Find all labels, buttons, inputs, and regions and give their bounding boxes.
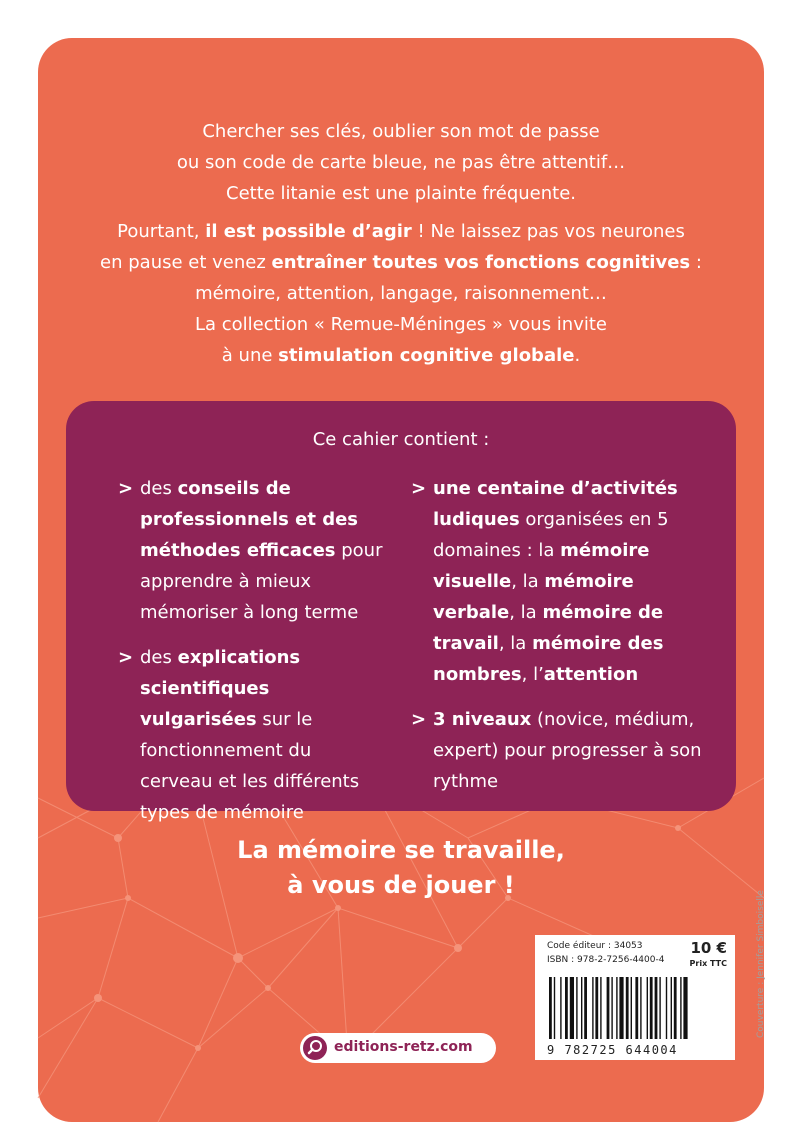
barcode-bar xyxy=(607,977,610,1039)
barcode-bar xyxy=(671,977,672,1039)
intro-line: à une stimulation cognitive globale. xyxy=(221,345,581,366)
barcode-bar xyxy=(611,977,612,1039)
barcode-bar xyxy=(616,977,617,1039)
intro-line: mémoire, attention, langage, raisonnement… xyxy=(195,283,607,304)
barcode-bar xyxy=(565,977,568,1039)
list-item: > des explications scientifiques vulgarisées sur le fonctionnement du cerveau et les différents types de mémoire xyxy=(118,642,383,828)
price-label: Prix TTC xyxy=(689,959,727,968)
barcode-bar xyxy=(650,977,653,1039)
intro-paragraph-2 xyxy=(78,216,724,371)
intro-line: ou son code de carte bleue, ne pas être attentif… xyxy=(176,152,626,173)
emphasis: entraîner toutes vos fonctions cognitives xyxy=(271,252,691,273)
contents-title: Ce cahier contient : xyxy=(312,429,490,450)
barcode-bar xyxy=(659,977,660,1039)
barcode-bar xyxy=(570,977,574,1039)
intro-line: Chercher ses clés, oublier son mot de passe xyxy=(202,121,600,142)
website-label: editions-retz.com xyxy=(334,1039,473,1055)
publisher-code: Code éditeur : 34053 xyxy=(547,941,643,951)
barcode-bar xyxy=(554,977,555,1039)
website-link[interactable] xyxy=(300,1033,496,1063)
barcode-bar xyxy=(666,977,667,1039)
barcode-bar xyxy=(581,977,582,1039)
barcode-bar xyxy=(576,977,577,1039)
barcode-bar xyxy=(584,977,587,1039)
list-item: > une centaine d’activités ludiques organisées en 5 domaines : la mémoire visuelle, la mémoire verbale, la mémoire de travail, la mémoire des nombres, l’attention xyxy=(411,473,711,690)
barcode-bar xyxy=(647,977,648,1039)
tagline xyxy=(38,833,764,903)
barcode-bar xyxy=(683,977,687,1039)
price-barcode-box xyxy=(535,935,735,1060)
contents-right-column xyxy=(411,473,711,811)
contents-left-column xyxy=(118,473,383,842)
contents-box xyxy=(66,401,736,823)
barcode-bar xyxy=(592,977,593,1039)
barcode-bar xyxy=(631,977,632,1039)
list-item: > 3 niveaux (novice, médium, expert) pour progresser à son rythme xyxy=(411,704,711,797)
search-icon xyxy=(303,1036,327,1060)
intro-paragraph-1 xyxy=(78,116,724,209)
barcode-bar xyxy=(674,977,677,1039)
intro-line: Cette litanie est une plainte fréquente. xyxy=(226,183,576,204)
chevron-right-icon: > xyxy=(411,709,427,730)
list-item: > des conseils de professionnels et des méthodes efficaces pour apprendre à mieux mémoriser à long terme xyxy=(118,473,383,628)
barcode-bar xyxy=(560,977,561,1039)
intro-line: Pourtant, il est possible d’agir ! Ne laissez pas vos neurones xyxy=(117,221,685,242)
barcode-bar xyxy=(600,977,601,1039)
chevron-right-icon: > xyxy=(118,478,134,499)
barcode-number: 9 782725 644004 xyxy=(547,1043,678,1057)
back-cover xyxy=(38,38,764,1122)
barcode-bar xyxy=(595,977,598,1039)
chevron-right-icon: > xyxy=(411,478,427,499)
barcode-bar xyxy=(549,977,552,1039)
barcode-bar xyxy=(626,977,629,1039)
isbn: ISBN : 978-2-7256-4400-4 xyxy=(547,955,665,965)
barcode-bar xyxy=(655,977,658,1039)
emphasis: stimulation cognitive globale xyxy=(278,345,575,366)
price: 10 € xyxy=(690,939,727,957)
chevron-right-icon: > xyxy=(118,647,134,668)
tagline-line: La mémoire se travaille, xyxy=(237,836,565,864)
barcode xyxy=(549,977,721,1039)
intro-line: en pause et venez entraîner toutes vos fonctions cognitives : xyxy=(100,252,702,273)
barcode-bar xyxy=(640,977,641,1039)
tagline-line: à vous de jouer ! xyxy=(287,871,515,899)
barcode-bar xyxy=(619,977,623,1039)
intro-line: La collection « Remue-Méninges » vous invite xyxy=(194,314,607,335)
barcode-bar xyxy=(635,977,638,1039)
barcode-bar xyxy=(680,977,681,1039)
cover-credit: Couverture : Jennifer Simboiselle xyxy=(756,890,766,1038)
emphasis: il est possible d’agir xyxy=(205,221,412,242)
